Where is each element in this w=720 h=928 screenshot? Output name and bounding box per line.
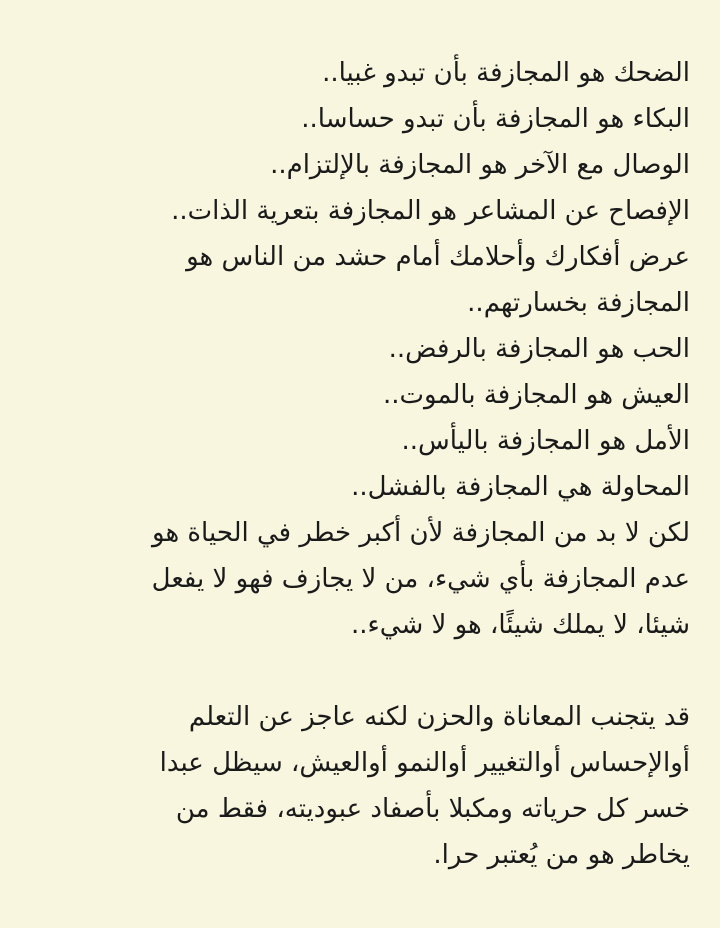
poem-line: الضحك هو المجازفة بأن تبدو غبيا.. [322, 58, 690, 88]
poem-line: العيش هو المجازفة بالموت.. [383, 380, 690, 410]
poem-line: الأمل هو المجازفة باليأس.. [401, 426, 690, 456]
poem-line: شيئا، لا يملك شيئًا، هو لا شيء.. [351, 610, 690, 640]
poem-line: الإفصاح عن المشاعر هو المجازفة بتعرية الذات.. [171, 196, 690, 226]
poem-stanza-1 [30, 50, 690, 648]
poem-line: أوالإحساس أوالتغيير أوالنمو أوالعيش، سيظل عبدا [159, 748, 690, 778]
poem-line: قد يتجنب المعاناة والحزن لكنه عاجز عن التعلم [188, 702, 690, 732]
poem-line: المجازفة بخسارتهم.. [467, 288, 690, 318]
poem-line: خسر كل حرياته ومكبلا بأصفاد عبوديته، فقط من [175, 794, 690, 824]
poem-line: عدم المجازفة بأي شيء، من لا يجازف فهو لا يفعل [151, 564, 690, 594]
poem-line: عرض أفكارك وأحلامك أمام حشد من الناس هو [186, 242, 690, 272]
poem-line: الوصال مع الآخر هو المجازفة بالإلتزام.. [270, 150, 690, 180]
poem-stanza-2 [30, 694, 690, 878]
poem-line: يخاطر هو من يُعتبر حرا. [433, 840, 690, 870]
stanza-spacer [30, 648, 690, 694]
poem-line: البكاء هو المجازفة بأن تبدو حساسا.. [301, 104, 690, 134]
poem-line: المحاولة هي المجازفة بالفشل.. [351, 472, 690, 502]
poem-line: الحب هو المجازفة بالرفض.. [388, 334, 690, 364]
poem-line: لكن لا بد من المجازفة لأن أكبر خطر في الحياة هو [152, 518, 690, 548]
